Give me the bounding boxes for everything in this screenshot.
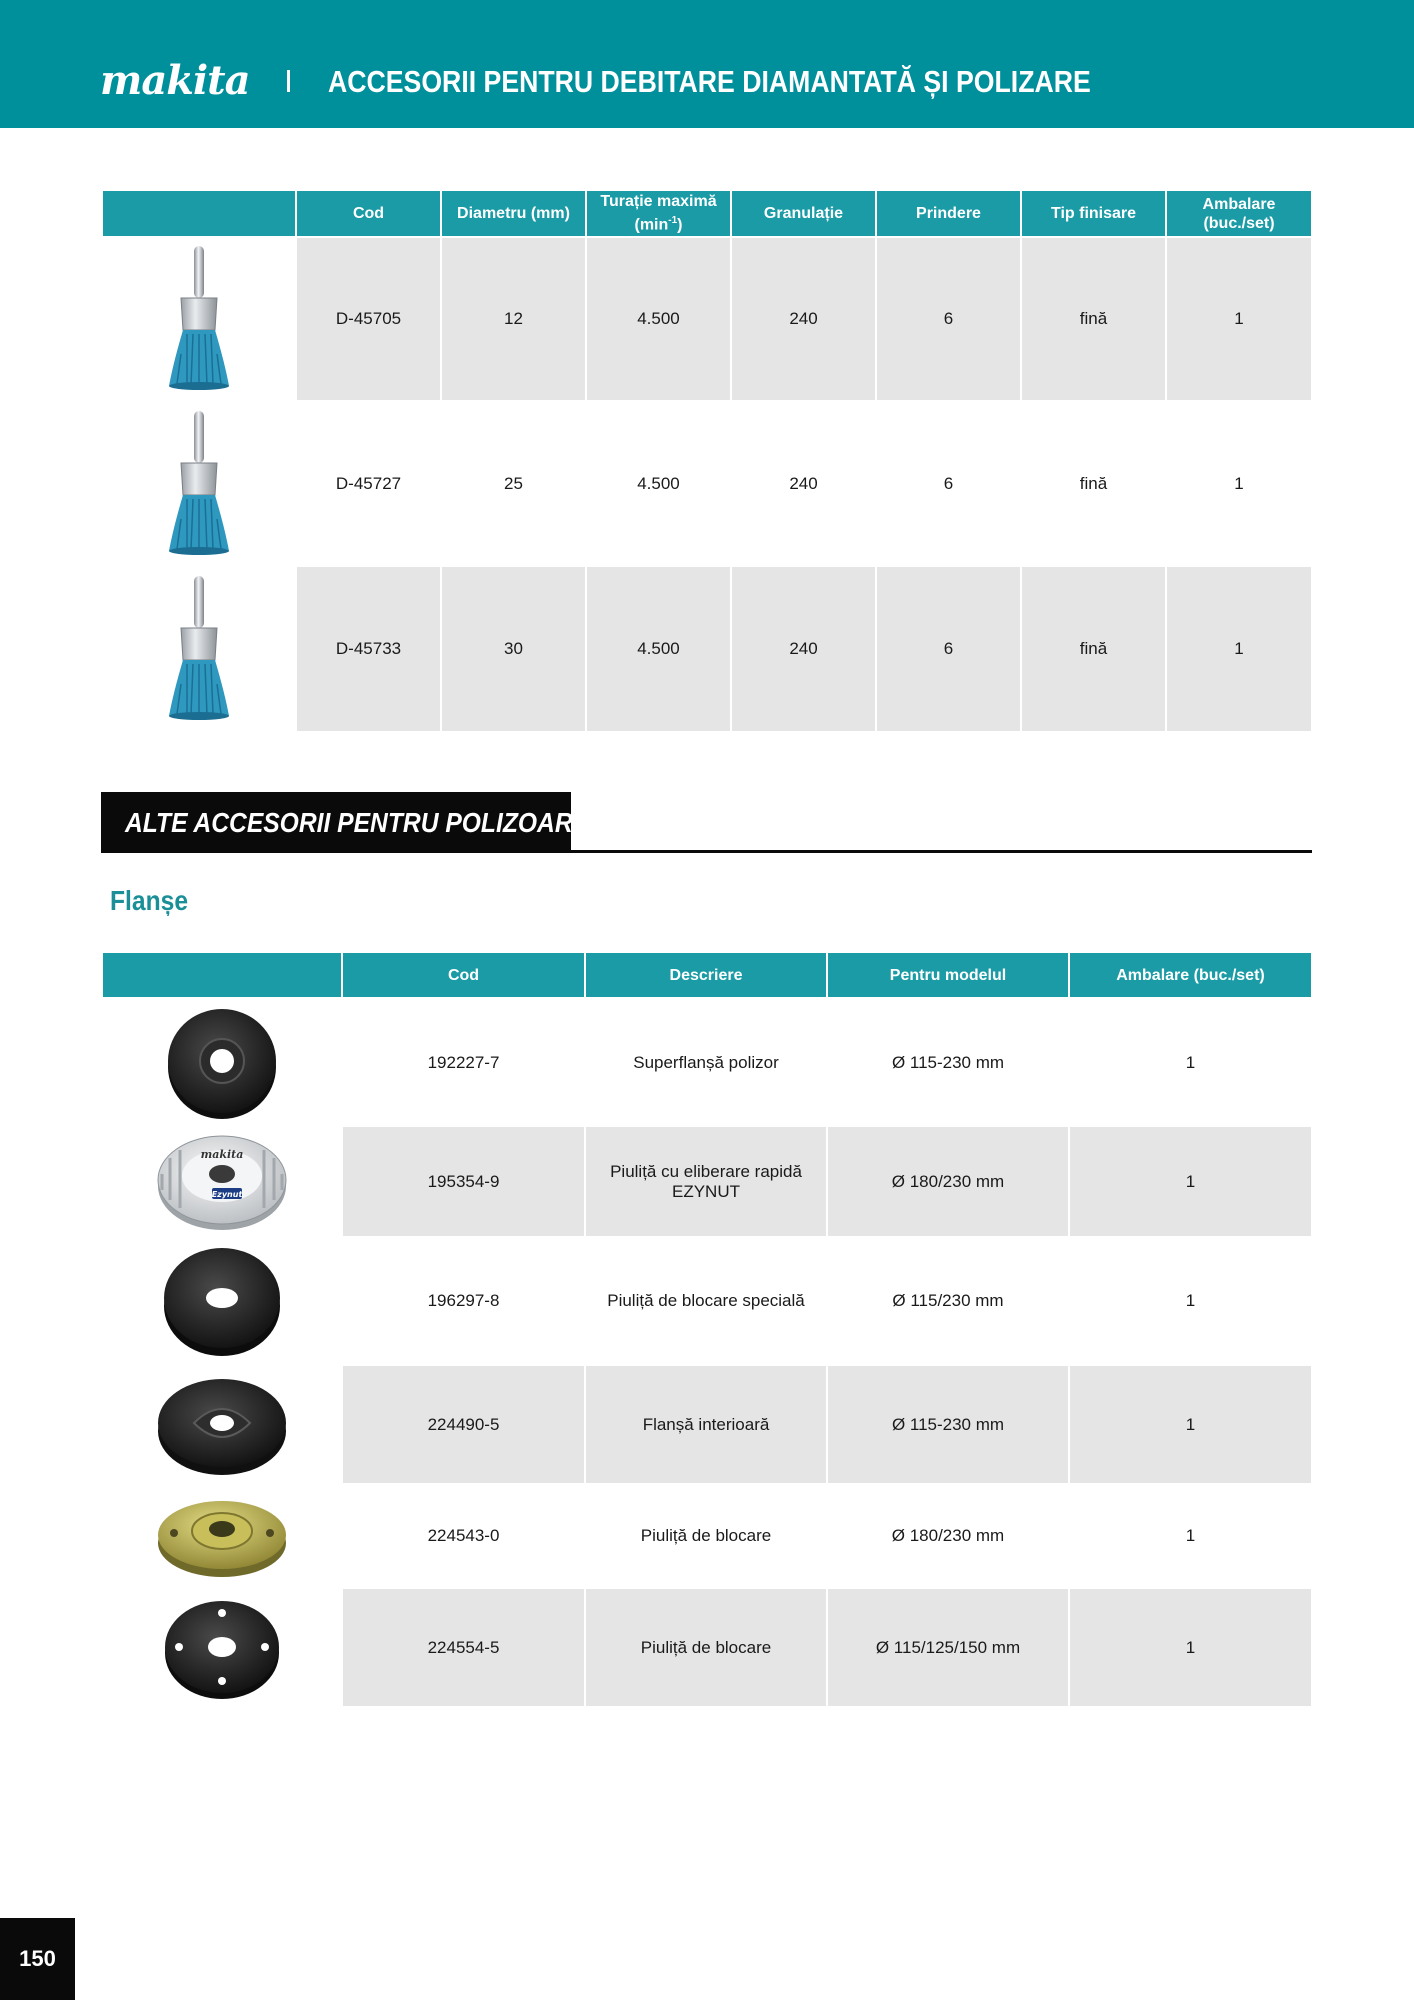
table-header-cod: Cod [297, 191, 440, 236]
cell-finisare: fină [1022, 238, 1165, 400]
lock-nut-special-icon [160, 1242, 284, 1360]
nylon-brush-icon [159, 574, 239, 724]
product-image-224490-5 [103, 1366, 341, 1483]
table-header-granulatie: Granulație [732, 191, 875, 236]
makita-logo: makita [100, 57, 250, 104]
product-image-192227-7 [103, 1000, 341, 1125]
cell-model: Ø 115-230 mm [828, 1366, 1068, 1483]
turatie-unit-exponent: -1 [668, 215, 678, 227]
cell-cod: D-45727 [335, 473, 402, 493]
ezynut-icon [154, 1130, 290, 1234]
cell-cod: 224490-5 [343, 1366, 584, 1483]
cell-model: Ø 115/230 mm [892, 1291, 1004, 1310]
table-header-finisare: Tip finisare [1022, 191, 1165, 236]
cell-cod: D-45733 [297, 567, 440, 731]
cell-ambalare: 1 [1234, 473, 1244, 493]
page-title: ACCESORII PENTRU DEBITARE DIAMANTATĂ ȘI POLIZARE [328, 64, 1091, 99]
table-header-diametru: Diametru (mm) [442, 191, 585, 236]
section-banner-title: ALTE ACCESORII PENTRU POLIZOARE [125, 807, 590, 838]
section-rule [101, 850, 1312, 853]
table-header-image [103, 953, 341, 997]
header-divider [287, 70, 290, 92]
cell-cod: D-45705 [297, 238, 440, 400]
cell-model: Ø 180/230 mm [891, 1526, 1005, 1545]
cell-descriere: Flanșă interioară [586, 1366, 826, 1483]
product-image-d45733 [103, 567, 295, 731]
product-image-d45727 [103, 402, 295, 565]
cell-finisare: fină [1022, 567, 1165, 731]
product-image-195354-9 [103, 1127, 341, 1236]
subheading-flanse: Flanșe [110, 885, 189, 916]
cell-model: Ø 115-230 mm [891, 1052, 1005, 1072]
cell-finisare: fină [1079, 473, 1108, 493]
page-number: 150 [0, 1918, 75, 2000]
cell-cod: 195354-9 [343, 1127, 584, 1236]
page-header [0, 0, 1414, 128]
cell-model: Ø 115/125/150 mm [828, 1589, 1068, 1706]
product-image-224554-5 [103, 1589, 341, 1706]
cell-descriere: Piuliță de blocare [586, 1589, 826, 1706]
turatie-label: Turație maximă [600, 193, 717, 211]
turatie-unit-close: ) [677, 216, 683, 234]
cell-prindere: 6 [877, 567, 1020, 731]
cell-prindere: 6 [877, 238, 1020, 400]
product-image-196297-8 [103, 1238, 341, 1364]
cell-descriere: Superflanșă polizor [633, 1052, 779, 1072]
cell-turatie: 4.500 [637, 473, 680, 493]
nylon-brush-icon [159, 409, 239, 559]
inner-flange-icon [154, 1373, 290, 1477]
cell-ambalare: 1 [1070, 1366, 1311, 1483]
table-header-turatie [587, 191, 730, 236]
cell-diametru: 30 [442, 567, 585, 731]
table-header-descriere: Descriere [586, 953, 826, 997]
table-header-prindere: Prindere [877, 191, 1020, 236]
cell-cod: 224554-5 [343, 1589, 584, 1706]
section-banner [101, 792, 590, 853]
nylon-brush-icon [159, 244, 239, 394]
cell-descriere: Piuliță de blocare [640, 1526, 772, 1545]
cell-ambalare: 1 [1070, 1589, 1311, 1706]
cell-granulatie: 240 [789, 473, 818, 493]
cell-prindere: 6 [943, 473, 954, 493]
cell-turatie: 4.500 [587, 567, 730, 731]
descriere-line1: Piuliță cu eliberare rapidă [610, 1161, 802, 1181]
table-header-ambalare: Ambalare (buc./set) [1070, 953, 1311, 997]
lock-nut-black-icon [161, 1593, 283, 1703]
table-header-cod: Cod [343, 953, 584, 997]
super-flange-icon [162, 1003, 282, 1123]
cell-turatie: 4.500 [587, 238, 730, 400]
cell-ambalare: 1 [1185, 1526, 1196, 1545]
product-image-224543-0 [103, 1485, 341, 1587]
cell-ambalare: 1 [1185, 1052, 1196, 1072]
cell-diametru: 25 [504, 473, 523, 493]
cell-ambalare: 1 [1167, 567, 1311, 731]
cell-cod: 192227-7 [427, 1052, 500, 1072]
descriere-line2: EZYNUT [672, 1181, 740, 1201]
table-header-model: Pentru modelul [828, 953, 1068, 997]
table-header-image [103, 191, 295, 236]
cell-cod: 196297-8 [427, 1291, 500, 1310]
ezynut-logo-text: makita [200, 1147, 244, 1161]
product-image-d45705 [103, 238, 295, 400]
ambalare-label: Ambalare [1202, 195, 1276, 213]
cell-model: Ø 180/230 mm [828, 1127, 1068, 1236]
cell-granulatie: 240 [732, 238, 875, 400]
cell-granulatie: 240 [732, 567, 875, 731]
turatie-unit [634, 211, 682, 234]
cell-descriere [586, 1127, 826, 1236]
turatie-unit-open: (min [634, 216, 669, 234]
cell-ambalare: 1 [1070, 1127, 1311, 1236]
cell-cod: 224543-0 [427, 1526, 500, 1545]
lock-nut-gold-icon [154, 1491, 290, 1581]
cell-ambalare: 1 [1167, 238, 1311, 400]
ezynut-badge-text: Ezynut [211, 1189, 243, 1199]
ambalare-unit: (buc./set) [1203, 214, 1275, 232]
cell-ambalare: 1 [1185, 1291, 1196, 1310]
cell-descriere: Piuliță de blocare specială [607, 1291, 805, 1310]
table-header-ambalare [1167, 191, 1311, 236]
cell-diametru: 12 [442, 238, 585, 400]
